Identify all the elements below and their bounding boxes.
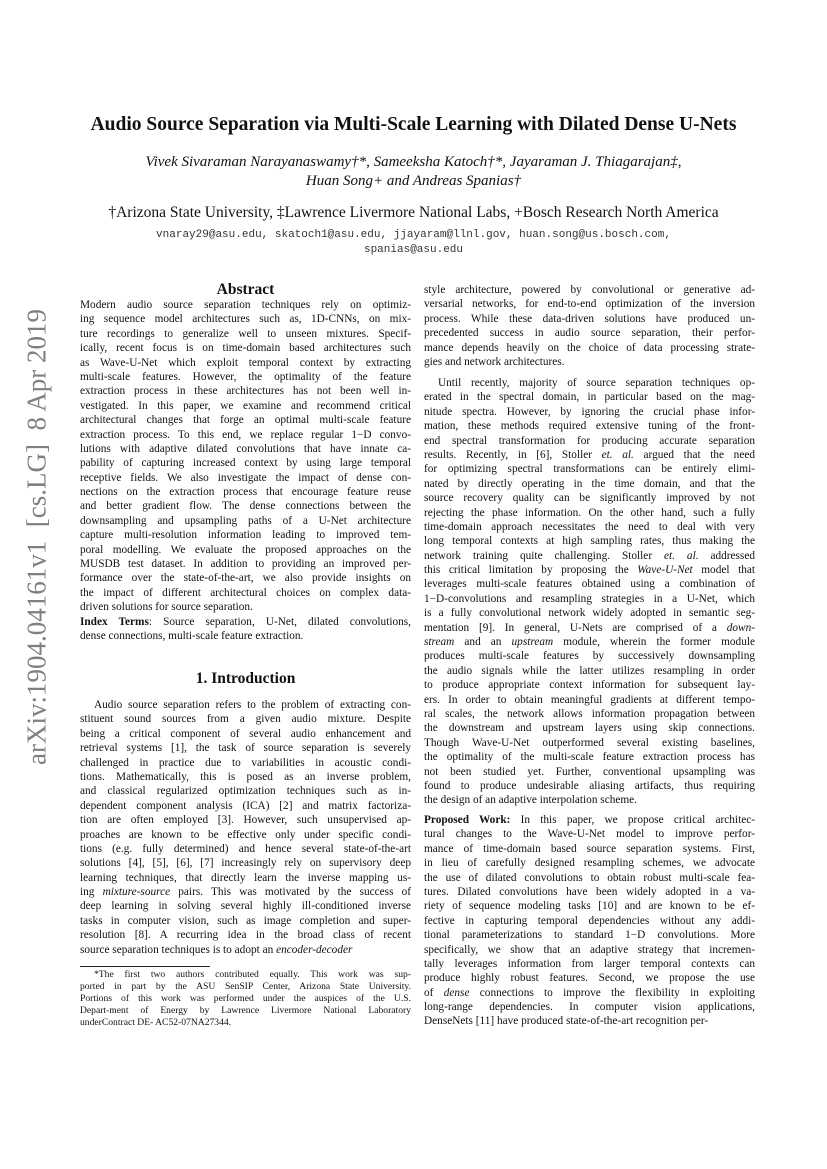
text-line: tally leverages information from larger temporal contexts can <box>424 957 755 970</box>
text-segment: of <box>424 986 444 999</box>
affiliations: †Arizona State University, ‡Lawrence Livermore National Labs, +Bosch Research North America <box>108 204 719 221</box>
text-line: resolution [8]. A recurring idea in the broad class of recent <box>80 929 411 942</box>
text-segment: source separation techniques is to adopt an <box>80 943 277 956</box>
text-line: solutions [4], [5], [6], [7] increasingly rely on supervisory deep <box>80 857 411 870</box>
text-segment: et. al. <box>664 549 699 562</box>
text-segment: In this paper, we propose critical architec- <box>510 814 755 826</box>
text-line: architectural changes that forge an optimal multi-scale feature <box>80 414 411 427</box>
text-segment: this critical limitation by proposing the <box>424 564 638 577</box>
text-line: vestigated. In this paper, we examine and recommend critical <box>80 399 411 412</box>
text-line: the use of dilated convolutions to obtain robust multi-scale fea- <box>424 871 755 884</box>
text-line: dense connections, multi-scale feature extraction. <box>80 629 304 642</box>
text-line: as Wave-U-Net which exploit temporal context by extracting <box>80 356 411 369</box>
text-segment: encoder-decoder <box>276 943 353 956</box>
text-line: the audio signals while the latter utilizes resampling in order <box>424 664 755 677</box>
text-line: found to produce undesirable aliasing artifacts, thus requiring <box>424 779 755 792</box>
text-line: DenseNets [11] have produced state-of-the-art recognition per- <box>424 1015 709 1028</box>
text-line: proaches are known to be effective only under specific condi- <box>80 828 411 841</box>
text-line: MUSDB test dataset. In addition to providing an improved per- <box>80 558 411 571</box>
text-line: ically, recent focus is on time-domain based architectures such <box>80 342 411 355</box>
text-segment: ing <box>80 886 103 899</box>
text-line <box>424 621 755 635</box>
text-line: learning techniques, that directly learn the inverse mapping us- <box>80 871 411 884</box>
text-segment: network training quite challenging. Stoller <box>424 549 665 562</box>
text-line: tions (e.g. fully determined) and hence several state-of-the-art <box>80 842 411 855</box>
text-line <box>424 813 755 827</box>
text-line: is a fully convolutional network widely adopted in semantic seg- <box>424 607 755 620</box>
text-line <box>424 986 755 1000</box>
text-line: ing sequence model architectures such as, 1D-CNNs, on mix- <box>80 313 411 326</box>
text-segment: connections to improve the flexibility in exploiting <box>469 986 755 999</box>
text-line: Until recently, majority of source separation techniques op- <box>438 377 755 389</box>
text-line: stituent sound sources from a given audio mixture. Despite <box>80 713 411 726</box>
right-paragraph-2 <box>424 376 755 808</box>
text-line: 1−D-convolutions and resampling strategies in a U-Net, which <box>424 592 755 605</box>
text-line: tional parameterizations to standard 1−D convolutions. More <box>424 929 755 942</box>
abstract-body <box>80 298 411 643</box>
text-line: produces multi-scale features by successively downsampling <box>424 650 755 663</box>
text-line: the impact of different architectural choices on complex data- <box>80 586 411 599</box>
text-line: rejecting the phase information. On the other hand, such a fully <box>424 506 755 519</box>
text-segment: model that <box>692 564 755 577</box>
paper-title: Audio Source Separation via Multi-Scale Learning with Dilated Dense U-Nets <box>90 114 737 135</box>
text-line: mation, these methods required extensive tuning of the front- <box>424 420 755 433</box>
text-segment: mentation [9]. In general, U-Nets are comprised of a <box>424 621 727 634</box>
text-line: formance over the state-of-the-art, we also provide insights on <box>80 572 411 585</box>
text-line: erated in the spectral domain, in particular based on the mag- <box>424 391 755 404</box>
text-segment: dense <box>443 986 470 999</box>
text-line: lutions with adaptive dilated convolutions that have innate ca- <box>80 442 411 455</box>
text-line: Portions of this work was performed under the auspices of the U.S. <box>80 993 411 1004</box>
text-line: source recovery quality can be significantly improved by not <box>424 492 755 505</box>
authors-line-2: Huan Song+ and Andreas Spanias† <box>305 173 522 189</box>
text-line: nitude spectra. However, by ignoring the crucial phase infor- <box>424 405 755 418</box>
text-line: and better gradient flow. The dense connections between the <box>80 500 411 513</box>
text-line: end spectral transformation for producing accurate separation <box>424 434 755 447</box>
footnote <box>80 969 411 1029</box>
text-line <box>424 448 755 462</box>
text-line: nections on the extraction process that encourage feature reuse <box>80 486 411 499</box>
text-line <box>424 549 755 563</box>
introduction-heading: 1. Introduction <box>195 670 296 687</box>
text-line: for optimizing spectral transformations can be entirely elimi- <box>424 463 755 476</box>
text-line: receptive fields. We also investigate the impact of dense con- <box>80 471 411 484</box>
arxiv-stamp: arXiv:1904.04161v1 [cs.LG] 8 Apr 2019 <box>21 309 52 765</box>
footnote-rule <box>80 966 210 967</box>
text-line: tions. Mathematically, this is posed as an inverse problem, <box>80 770 411 783</box>
text-segment: Index Terms <box>80 615 149 628</box>
text-line: capture multi-resolution information leading to improved tem- <box>80 529 411 542</box>
text-line: ers. In order to obtain meaningful gradients at different tempo- <box>424 693 755 706</box>
text-line <box>424 635 755 649</box>
text-line: the optimality of the multi-scale feature extraction process has <box>424 751 755 764</box>
text-line: Audio source separation refers to the problem of extracting con- <box>94 699 411 711</box>
introduction-paragraph <box>80 698 411 957</box>
text-segment: et. al. <box>601 448 634 461</box>
text-segment: results. Recently, in [6], Stoller <box>424 448 602 461</box>
text-line <box>80 943 411 957</box>
text-segment: mixture-source <box>102 886 171 899</box>
text-line: tures. Dilated convolutions have been widely adopted in a va- <box>424 885 755 898</box>
text-line: fective in capturing temporal dependencies without any addi- <box>424 914 755 927</box>
text-line: poral modelling. We evaluate the proposed approaches on the <box>80 543 411 556</box>
text-line: deep learning in solving several highly ill-conditioned inverse <box>80 900 411 913</box>
text-line: long temporal contexts at high sampling rates, thus making the <box>424 535 755 548</box>
text-segment: argued that the need <box>633 448 755 461</box>
text-line: ported in part by the ASU SenSIP Center, Arizona State University. <box>80 981 411 992</box>
right-paragraph-1 <box>424 283 755 369</box>
text-segment: stream <box>424 636 455 649</box>
abstract-heading: Abstract <box>216 281 275 298</box>
text-line <box>80 885 411 899</box>
text-line: precedented success in audio source separation, their perfor- <box>424 327 755 340</box>
text-line: tasks in computer vision, such as image completion and super- <box>80 914 411 927</box>
emails-line-1: vnaray29@asu.edu, skatoch1@asu.edu, jjayaram@llnl.gov, huan.song@us.bosch.com, <box>156 229 671 241</box>
text-line: the downstream and upstream layers using skip connections. <box>424 722 755 735</box>
text-segment: : Source separation, U-Net, dilated convolutions, <box>148 615 411 628</box>
text-line: tural changes to the Wave-U-Net model to improve perfor- <box>424 828 755 841</box>
text-segment: down- <box>726 621 755 634</box>
text-line: specifically, we show that an adaptive strategy that incremen- <box>424 943 755 956</box>
text-line: ral scales, the network allows information propagation between <box>424 707 755 720</box>
text-line: process. While these data-driven solutions have produced un- <box>424 312 755 325</box>
text-line: being a critical component of several audio enhancement and <box>80 727 411 740</box>
text-line: and classical regularized optimization techniques such as in- <box>80 785 411 798</box>
text-line: challenged in practice due to variabilities in acoustic condi- <box>80 756 411 769</box>
text-segment: addressed <box>698 549 755 562</box>
authors-line-1: Vivek Sivaraman Narayanaswamy†*, Sameeksha Katoch†*, Jayaraman J. Thiagarajan‡, <box>145 154 682 170</box>
text-segment: module, wherein the former module <box>553 636 755 649</box>
text-line: Depart-ment of Energy by Lawrence Livermore National Laboratory <box>80 1005 411 1016</box>
text-line: retrieval systems [1], the task of source separation is severely <box>80 742 411 755</box>
text-line <box>424 563 755 577</box>
text-line: time-domain approach necessitates the need to deal with very <box>424 520 755 533</box>
text-line: gies and network architectures. <box>424 355 565 368</box>
text-line: to produce appropriate context information for subsequent lay- <box>424 679 755 692</box>
text-line: multi-scale features. However, the optimality of the feature <box>80 370 411 383</box>
text-line: downsampling and upsampling paths of a U-Net architecture <box>80 514 411 527</box>
text-segment: Proposed Work: <box>424 814 511 826</box>
text-line: mance depends heavily on the choice of data processing strate- <box>424 341 755 354</box>
text-segment: and an <box>454 636 512 649</box>
text-segment: upstream <box>511 636 554 649</box>
text-line: ture recordings to generalize well to unseen mixtures. Specif- <box>80 327 411 340</box>
text-line: extraction process. To this end, we replace regular 1−D convo- <box>80 428 411 441</box>
text-line: underContract DE- AC52-07NA27344. <box>80 1017 232 1028</box>
text-segment: Wave-U-Net <box>637 564 693 577</box>
text-line: mance of time-domain based source separation systems. First, <box>424 842 755 855</box>
text-line: *The first two authors contributed equally. This work was sup- <box>94 969 411 980</box>
emails-line-2: spanias@asu.edu <box>363 244 464 256</box>
text-line: not been studied yet. Further, conventional upsampling was <box>424 765 755 778</box>
text-line: the design of an adaptive interpolation scheme. <box>424 794 638 807</box>
text-line: style architecture, powered by convolutional or generative ad- <box>424 284 755 296</box>
text-line: extraction process in these architectures has not been well in- <box>80 385 411 398</box>
text-line <box>80 615 411 629</box>
text-segment: pairs. This was motivated by the success of <box>170 886 411 899</box>
text-line: Modern audio source separation techniques rely on optimiz- <box>80 299 411 311</box>
text-line: produce highly robust features. Second, we propose the use <box>424 972 755 985</box>
text-line: dependent component analysis (ICA) [2] and matrix factoriza- <box>80 799 411 812</box>
proposed-work-paragraph <box>424 813 755 1029</box>
text-line: in lieu of carefully designed resampling schemes, we advocate <box>424 857 755 870</box>
text-line: nated by directly operating in the time domain, and that the <box>424 477 755 490</box>
text-line: tion are often employed [3]. However, such unsupervised ap- <box>80 814 411 827</box>
text-line: driven solutions for source separation. <box>80 601 253 614</box>
text-line: Though Wave-U-Net outperformed several existing baselines, <box>424 736 755 749</box>
text-line: pability of capturing increased context by using large temporal <box>80 457 411 470</box>
text-line: long-range dependencies. In computer vision applications, <box>424 1001 755 1014</box>
text-line: versarial networks, for end-to-end optimization of the inversion <box>424 298 755 311</box>
text-line: leverages multi-scale features obtained using a combination of <box>424 578 755 591</box>
text-line: riety of sequence modeling tasks [10] and are known to be ef- <box>424 900 755 913</box>
